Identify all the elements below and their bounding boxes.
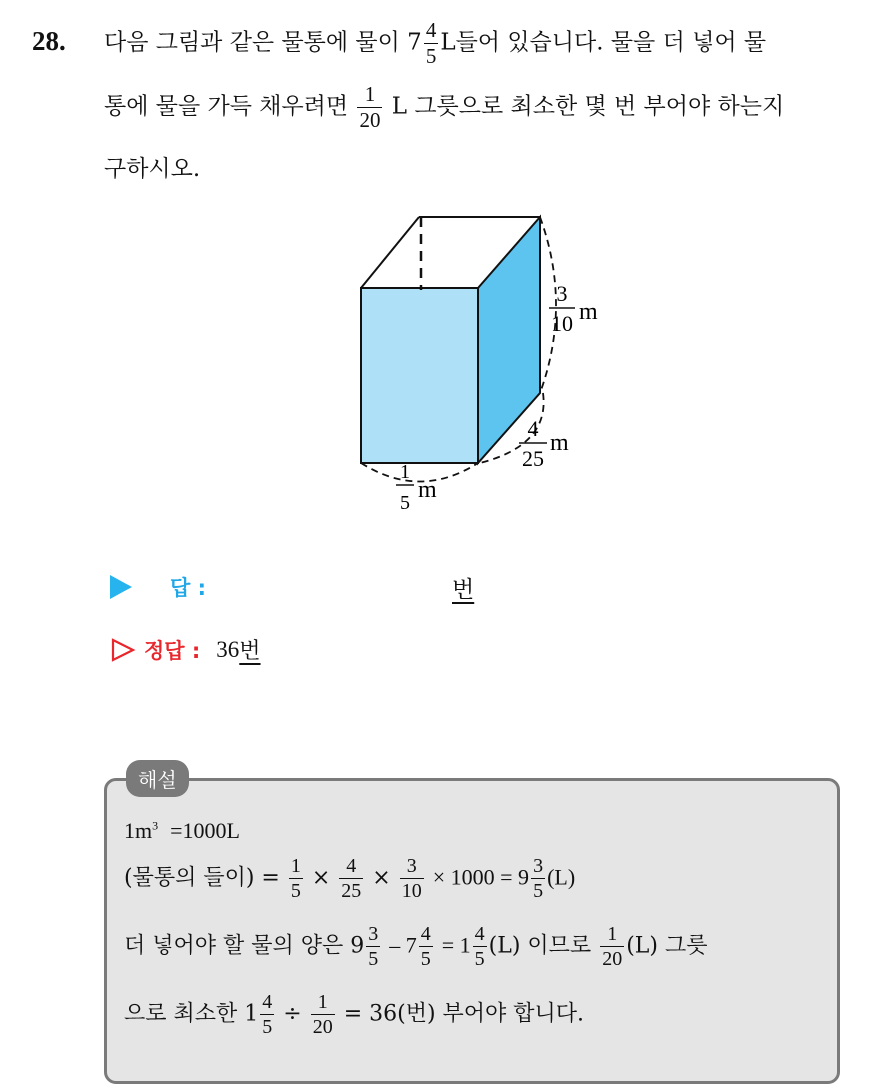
question-text: L들어 있습니다. 물을 더 넣어 물 <box>440 29 767 56</box>
height-label <box>549 281 598 336</box>
solution-text: (물통의 들이) = <box>124 865 280 891</box>
svg-text:4: 4 <box>527 416 539 441</box>
svg-text:m: m <box>579 299 598 325</box>
solution-text: – 7 <box>389 932 417 958</box>
fraction: $\frac{3}{5}$ <box>533 855 544 902</box>
solution-line-1 <box>124 818 240 844</box>
solution-text: = 1 <box>441 932 471 958</box>
solution-line-3 <box>124 924 707 969</box>
fraction: $\frac{3}{5}$ <box>368 923 379 970</box>
outline-triangle-icon <box>110 637 136 663</box>
solution-text: × 1000 = 9 <box>432 864 530 890</box>
solution-line-2 <box>124 856 575 901</box>
solution-text: =1000L <box>170 818 240 843</box>
solution-tag: 해설 <box>126 760 189 797</box>
fraction: $\frac{4}{5}$ <box>474 923 485 970</box>
fraction: $\frac{1}{20}$ <box>602 923 623 970</box>
svg-text:5: 5 <box>400 492 410 514</box>
divide-sign: ÷ <box>283 1001 302 1027</box>
question-text: 구하시오. <box>104 156 201 182</box>
solution-line-4 <box>124 992 584 1037</box>
fraction: $\frac{1}{20}$ <box>359 82 381 132</box>
solution-text: = 36(번) 부어야 합니다. <box>343 1001 585 1027</box>
fraction: $\frac{1}{20}$ <box>312 991 333 1038</box>
height-arc <box>540 217 556 393</box>
solution-text: (L) 이므로 <box>488 933 592 959</box>
fraction: $\frac{4}{25}$ <box>341 855 362 902</box>
tank-front-face <box>361 288 478 463</box>
solution-text: (L) 그릇 <box>626 933 708 959</box>
solution-text: 1m <box>124 818 153 843</box>
width-label <box>396 461 437 514</box>
solution-text: (L) <box>547 864 576 890</box>
depth-label <box>519 416 569 471</box>
correct-answer-value: 36 <box>216 636 240 662</box>
svg-text:10: 10 <box>551 311 573 336</box>
question-line-2 <box>104 84 784 131</box>
fraction: $\frac{1}{5}$ <box>290 855 301 902</box>
svg-text:m: m <box>550 430 569 456</box>
svg-text:m: m <box>418 477 437 503</box>
question-text: 다음 그림과 같은 물통에 물이 7 <box>104 29 422 56</box>
question-number: 28. <box>32 26 66 56</box>
fraction: $\frac{4}{5}$ <box>425 18 437 68</box>
question-text: L 그릇으로 최소한 몇 번 부어야 하는지 <box>391 93 785 120</box>
svg-text:1: 1 <box>400 461 410 483</box>
correct-answer-unit: 번 <box>239 639 261 664</box>
times-sign: × <box>311 865 331 891</box>
answer-unit: 번 <box>452 577 475 603</box>
fraction: $\frac{4}{5}$ <box>262 991 273 1038</box>
answer-label: 답 : <box>170 576 206 600</box>
play-triangle-icon <box>110 575 132 599</box>
water-tank-figure <box>330 195 630 525</box>
solution-text: 더 넣어야 할 물의 양은 9 <box>124 933 365 959</box>
times-sign: × <box>372 865 391 891</box>
svg-text:25: 25 <box>522 446 544 471</box>
question-line-3 <box>104 150 200 183</box>
answer-row <box>110 572 206 602</box>
question-line-1 <box>104 20 766 67</box>
correct-answer-row <box>110 634 261 665</box>
fraction: $\frac{4}{5}$ <box>420 923 431 970</box>
fraction: $\frac{3}{10}$ <box>401 855 422 902</box>
svg-text:3: 3 <box>556 281 568 306</box>
correct-answer-label: 정답 : <box>144 638 201 663</box>
question-text: 통에 물을 가득 채우려면 <box>104 93 349 120</box>
superscript: 3 <box>152 818 159 833</box>
solution-text: 으로 최소한 1 <box>124 1001 259 1027</box>
